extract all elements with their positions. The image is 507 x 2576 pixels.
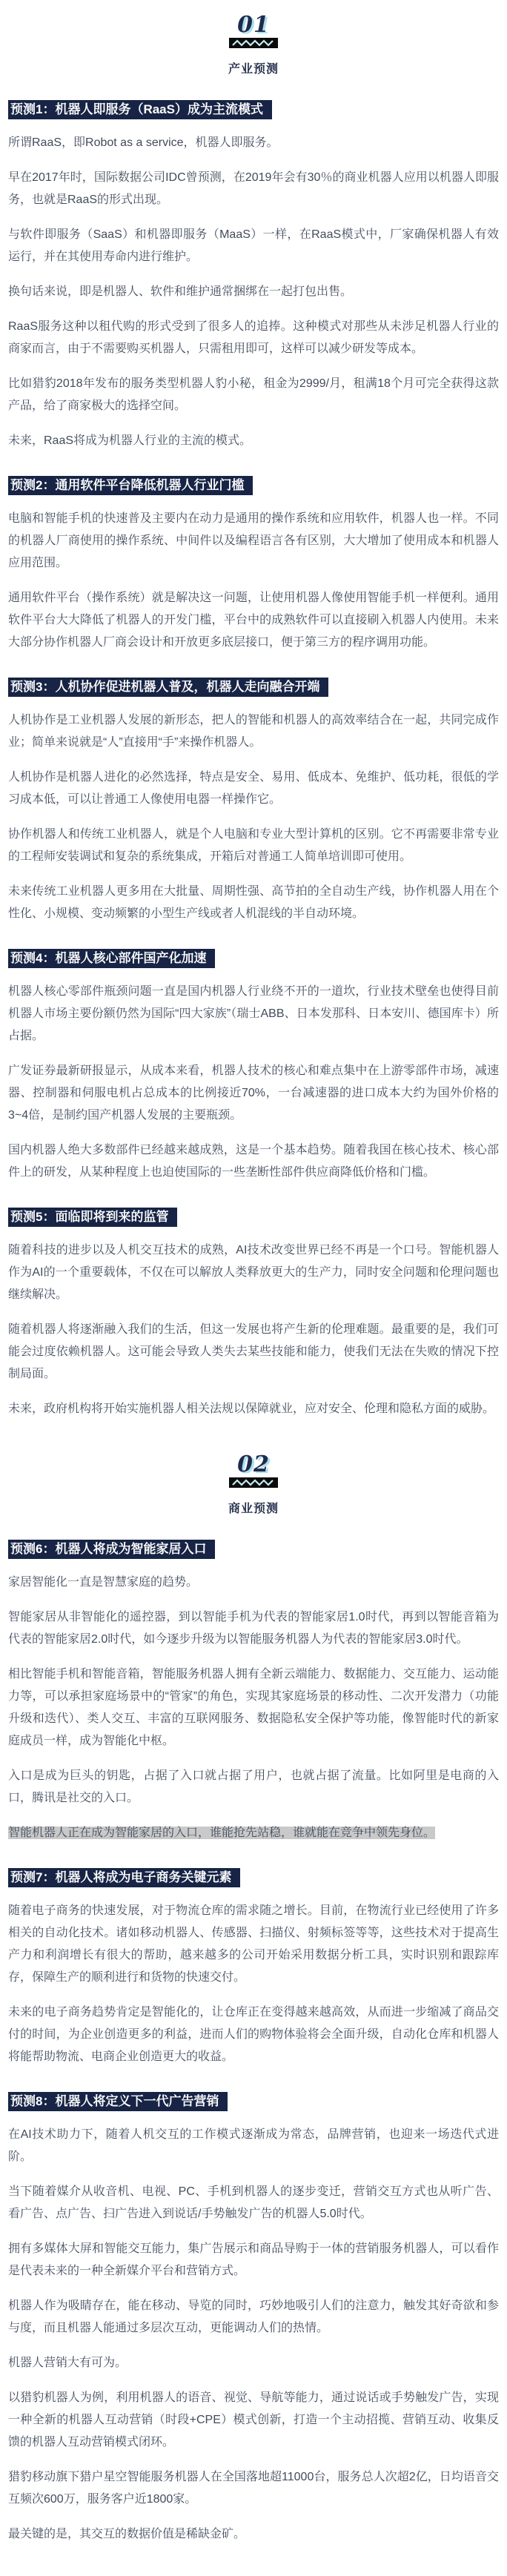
paragraph: 电脑和智能手机的快速普及主要内在动力是通用的操作系统和应用软件，机器人也一样。不同的机器人厂商使用的操作系统、中间件以及编程语言各有区别，大大增加了使用成本和机器人应用范围。 (8, 512, 499, 569)
zigzag-banner-icon (8, 1477, 499, 1488)
prediction-heading: 预测4：机器人核心部件国产化加速 (8, 949, 215, 968)
section-header (8, 13, 499, 76)
paragraph: RaaS服务这种以租代购的形式受到了很多人的追捧。这种模式对那些从未涉足机器人行业的商家而言，由于不需要购买机器人，只需租用即可，这样可以减少研发等成本。 (8, 320, 499, 355)
paragraph: 拥有多媒体大屏和智能交互能力，集广告展示和商品导购于一体的营销服务机器人，可以看作是代表未来的一种全新媒介平台和营销方式。 (8, 2242, 499, 2277)
paragraph: 随着科技的进步以及人机交互技术的成熟，AI技术改变世界已经不再是一个口号。智能机器人作为AI的一个重要载体，不仅在可以解放人类释放更大的生产力，同时安全问题和伦理问题也继续解决。 (8, 1244, 499, 1301)
paragraph: 人机协作是机器人进化的必然选择，特点是安全、易用、低成本、免维护、低功耗，很低的学习成本低，可以让普通工人像使用电器一样操作它。 (8, 771, 499, 806)
paragraph: 猎豹移动旗下猎户星空智能服务机器人在全国落地超11000台，服务总人次超2亿，日均语音交互频次600万，服务客户近1800家。 (8, 2471, 499, 2506)
section-title: 商业预测 (228, 1503, 279, 1515)
paragraph: 入口是成为巨头的钥匙，占据了入口就占据了用户，也就占据了流量。比如阿里是电商的入口，腾讯是社交的入口。 (8, 1769, 499, 1804)
section-header (8, 1453, 499, 1516)
highlight-paragraph (8, 1822, 499, 1844)
paragraph: 未来，政府机构将开始实施机器人相关法规以保障就业，应对安全、伦理和隐私方面的威胁。 (8, 1403, 495, 1415)
paragraph: 早在2017年时，国际数据公司IDC曾预测，在2019年会有30％的商业机器人应用以机器人即服务，也就是RaaS的形式出现。 (8, 171, 499, 206)
highlight-text: 智能机器人正在成为智能家居的入口，谁能抢先站稳，谁就能在竞争中领先身位。 (8, 1827, 436, 1839)
paragraph: 人机协作是工业机器人发展的新形态，把人的智能和机器人的高效率结合在一起，共同完成作业；简单来说就是“人”直接用“手”来操作机器人。 (8, 714, 499, 749)
paragraph: 在AI技术助力下，随着人机交互的工作模式逐渐成为常态，品牌营销，也迎来一场迭代式进阶。 (8, 2128, 499, 2163)
paragraph: 智能家居从非智能化的遥控器，到以智能手机为代表的智能家居1.0时代，再到以智能音箱为代表的智能家居2.0时代，如今逐步升级为以智能服务机器人为代表的智能家居3.0时代。 (8, 1611, 499, 1646)
paragraph: 所谓RaaS，即Robot as a service，机器人即服务。 (8, 136, 279, 149)
prediction-heading: 预测1：机器人即服务（RaaS）成为主流模式 (8, 100, 272, 119)
prediction-heading: 预测2：通用软件平台降低机器人行业门槛 (8, 476, 253, 495)
prediction-heading: 预测8：机器人将定义下一代广告营销 (8, 2092, 228, 2111)
paragraph: 最关键的是，其交互的数据价值是稀缺金矿。 (8, 2528, 246, 2540)
section-number: 01 (237, 12, 270, 38)
paragraph: 家居智能化一直是智慧家庭的趋势。 (8, 1576, 199, 1589)
paragraph: 比如猎豹2018年发布的服务类型机器人豹小秘，租金为2999/月，租满18个月可完全获得这款产品，给了商家极大的选择空间。 (8, 377, 499, 412)
paragraph: 机器人营销大有可为。 (8, 2357, 127, 2369)
paragraph: 通用软件平台（操作系统）就是解决这一问题，让使用机器人像使用智能手机一样便利。通用软件平台大大降低了机器人的开发门槛，平台中的成熟软件可以直接刷入机器人内使用。未来大部分协作机器人厂商会设计和开放更多底层接口，便于第三方的程序调用功能。 (8, 592, 499, 649)
paragraph: 当下随着媒介从收音机、电视、PC、手机到机器人的逐步变迁，营销交互方式也从听广告、看广告、点广告、扫广告进入到说话/手势触发广告的机器人5.0时代。 (8, 2185, 499, 2220)
paragraph: 以猎豹机器人为例，利用机器人的语音、视觉、导航等能力，通过说话或手势触发广告，实现一种全新的机器人互动营销（时段+CPE）模式创新，打造一个主动招揽、营销互动、收集反馈的机器人互动营销模式闭环。 (8, 2391, 499, 2448)
paragraph: 机器人核心零部件瓶颈问题一直是国内机器人行业绕不开的一道坎，行业技术壁垒也使得目前机器人市场主要份额仍然为国际“四大家族”（瑞士ABB、日本发那科、日本安川、德国库卡）所占据。 (8, 985, 499, 1042)
section-number: 02 (237, 1451, 270, 1477)
paragraph: 随着机器人将逐渐融入我们的生活，但这一发展也将产生新的伦理难题。最重要的是，我们可能会过度依赖机器人。这可能会导致人类失去某些技能和能力，使我们无法在失败的情况下控制局面。 (8, 1323, 499, 1380)
paragraph: 换句话来说，即是机器人、软件和维护通常捆绑在一起打包出售。 (8, 285, 353, 298)
prediction-heading: 预测6：机器人将成为智能家居入口 (8, 1540, 215, 1559)
prediction-heading: 预测5：面临即将到来的监管 (8, 1208, 177, 1227)
paragraph: 机器人作为吸睛存在，能在移动、导览的同时，巧妙地吸引人们的注意力，触发其好奇欲和参与度，而且机器人能通过多层次互动，更能调动人们的热情。 (8, 2299, 499, 2334)
paragraph: 国内机器人绝大多数部件已经越来越成熟，这是一个基本趋势。随着我国在核心技术、核心部件上的研发，从某种程度上也迫使国际的一些垄断性部件供应商降低价格和门槛。 (8, 1144, 499, 1179)
section-title: 产业预测 (228, 63, 279, 76)
paragraph: 未来，RaaS将成为机器人行业的主流的模式。 (8, 434, 252, 447)
prediction-heading: 预测3：人机协作促进机器人普及，机器人走向融合开端 (8, 678, 328, 697)
paragraph: 广发证券最新研报显示，从成本来看，机器人技术的核心和难点集中在上游零部件市场，减速器、控制器和伺服电机占总成本的比例接近70%，一台减速器的进口成本大约为国外价格的3~4倍，是制约国产机器人发展的主要瓶颈。 (8, 1064, 499, 1122)
paragraph: 随着电子商务的快速发展，对于物流仓库的需求随之增长。目前，在物流行业已经使用了许多相关的自动化技术。诸如移动机器人、传感器、扫描仪、射频标签等等，这些技术对于提高生产力和利润增长有很大的帮助，越来越多的公司开始采用数据分析工具，实时识别和跟踪库存，保障生产的顺利进行和货物的快速交付。 (8, 1904, 499, 1984)
paragraph: 与软件即服务（SaaS）和机器即服务（MaaS）一样，在RaaS模式中，厂家确保机器人有效运行，并在其使用寿命内进行维护。 (8, 228, 499, 263)
paragraph: 相比智能手机和智能音箱，智能服务机器人拥有全新云端能力、数据能力、交互能力、运动能力等，可以承担家庭场景中的“管家”的角色，实现其家庭场景的移动性、二次开发潜力（功能升级和迭代）、类人交互、丰富的互联网服务、数据隐私安全保护等功能，像智能时代的新家庭成员一样，成为智能化中枢。 (8, 1668, 499, 1747)
prediction-heading: 预测7：机器人将成为电子商务关键元素 (8, 1868, 240, 1887)
zigzag-banner-icon (8, 38, 499, 48)
paragraph: 未来传统工业机器人更多用在大批量、周期性强、高节拍的全自动生产线，协作机器人用在个性化、小规模、变动频繁的小型生产线或者人机混线的半自动环境。 (8, 885, 499, 920)
paragraph: 协作机器人和传统工业机器人，就是个人电脑和专业大型计算机的区别。它不再需要非常专业的工程师安装调试和复杂的系统集成，开箱后对普通工人简单培训即可使用。 (8, 828, 499, 863)
paragraph: 未来的电子商务趋势肯定是智能化的，让仓库正在变得越来越高效，从而进一步缩减了商品交付的时间，为企业创造更多的利益，进而人们的购物体验将会全面升级，自动化仓库和机器人将能帮助物流、电商企业创造更大的收益。 (8, 2006, 499, 2063)
